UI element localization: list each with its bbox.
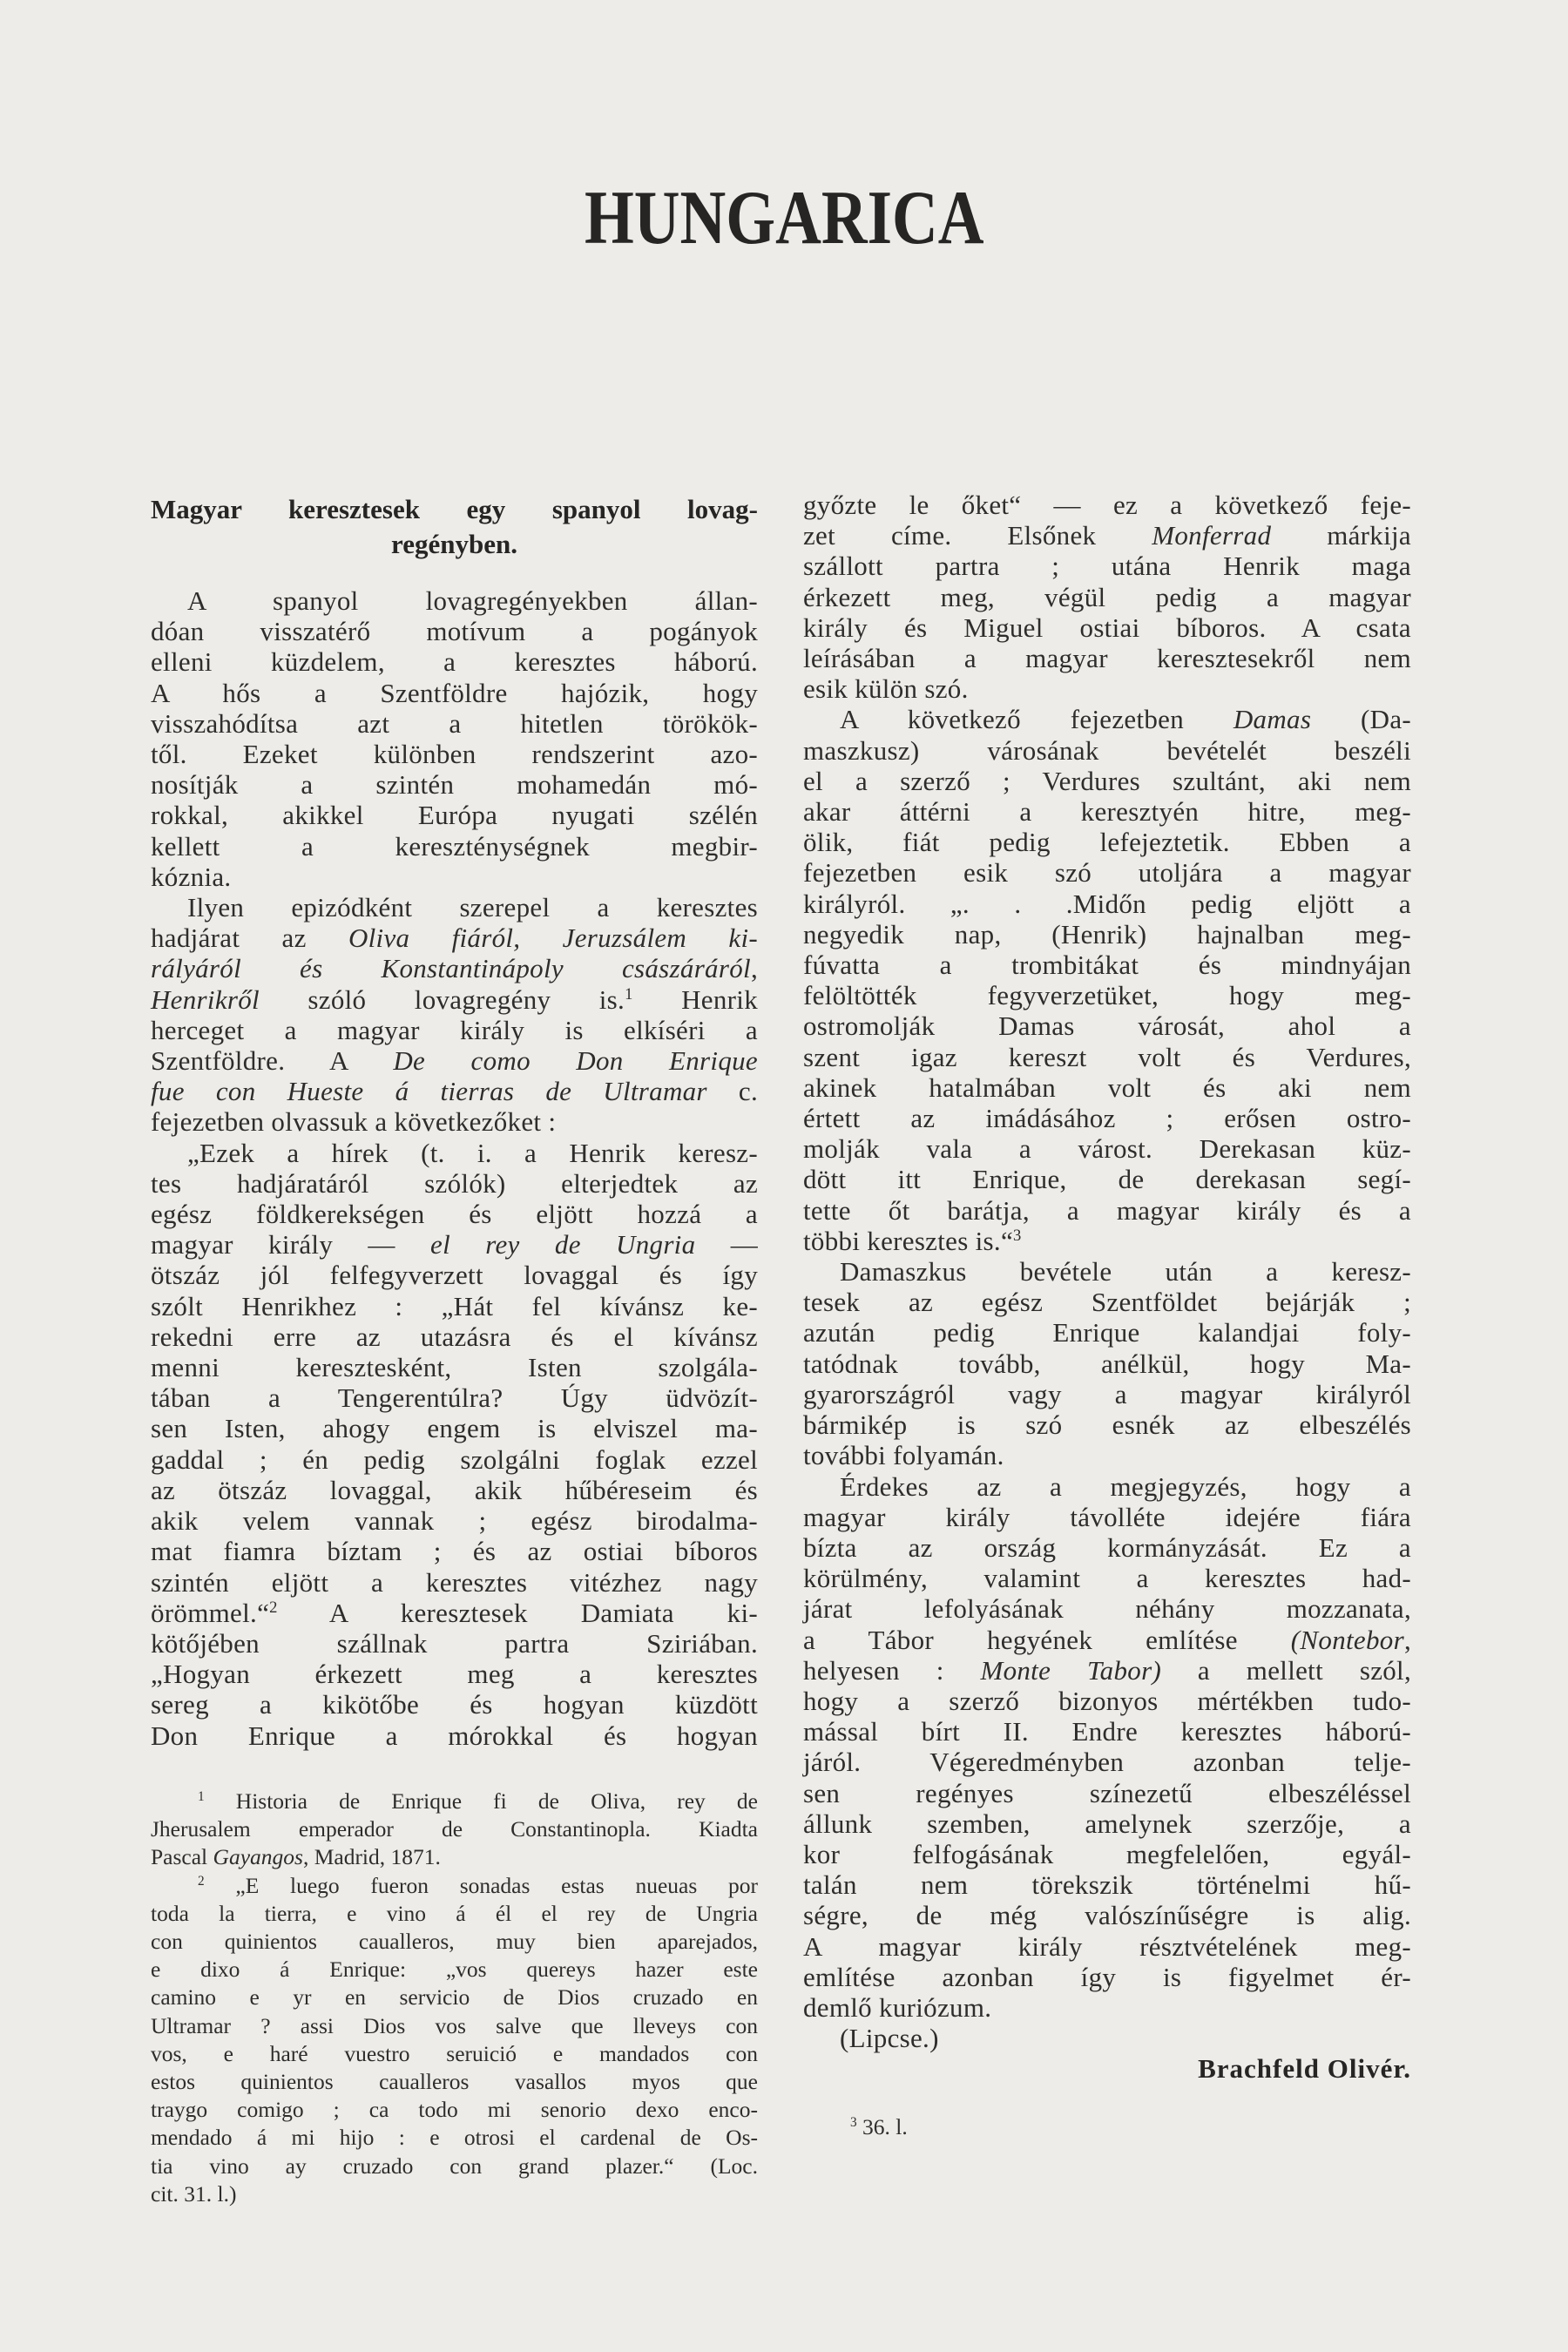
text-line	[803, 1133, 1411, 1164]
text-run: örömmel.“	[151, 1597, 270, 1628]
text-run: mendado á mi hijo : e otrosi el cardenal de Os-	[151, 2125, 758, 2151]
text-run: zet címe. Elsőnek	[803, 520, 1152, 551]
right-column-body	[803, 490, 1411, 2085]
text-run: érkezett meg, végül pedig a magyar	[803, 581, 1411, 612]
text-line	[151, 1598, 758, 1628]
text-line	[151, 616, 758, 646]
text-run: kóznia.	[151, 861, 232, 892]
text-line	[803, 1502, 1411, 1532]
text-run: ,	[1403, 1624, 1411, 1655]
text-run: sen Isten, ahogy engem is elviszel ma-	[151, 1413, 758, 1444]
text-run: „Ezek a hírek (t. i. a Henrik keresz-	[187, 1137, 758, 1168]
text-run: e dixo á Enrique: „vos quereys hazer este	[151, 1957, 758, 1983]
text-line	[803, 1747, 1411, 1777]
text-run: A spanyol lovagregényekben állan-	[187, 585, 758, 616]
text-line	[151, 2096, 758, 2124]
text-line	[151, 953, 758, 983]
text-line	[803, 704, 1411, 734]
text-line	[151, 1291, 758, 1321]
text-line	[151, 1843, 758, 1871]
text-line	[151, 800, 758, 830]
text-run: visszahódítsa azt a hitetlen törökök-	[151, 707, 758, 739]
text-run: említése azonban így is figyelmet ér-	[803, 1961, 1411, 1992]
text-line	[803, 1042, 1411, 1072]
text-line	[151, 1872, 758, 1900]
text-line	[803, 950, 1411, 980]
footnote-marker: 1	[198, 1788, 205, 1804]
text-line	[151, 2180, 758, 2208]
italic-text: Damas	[1233, 704, 1312, 735]
text-line	[151, 1382, 758, 1413]
text-line	[803, 2113, 1411, 2141]
text-run: egész földkerekségen és eljött hozzá a	[151, 1199, 758, 1230]
text-run: Don Enrique a mórokkal és hogyan	[151, 1720, 758, 1751]
text-line	[803, 1869, 1411, 1900]
text-run: A következő fejezetben	[840, 704, 1233, 735]
text-line	[803, 1072, 1411, 1103]
text-run: menni keresztesként, Isten szolgála-	[151, 1352, 758, 1383]
text-line	[803, 1625, 1411, 1655]
text-line	[151, 1689, 758, 1720]
text-line	[803, 1931, 1411, 1962]
text-run: ölik, fiát pedig lefejeztetik. Ebben a	[803, 827, 1411, 858]
text-run: A keresztesek Damiata ki-	[277, 1597, 758, 1628]
text-run: gyarországról vagy a magyar királyról	[803, 1378, 1411, 1409]
text-run: „E luego fueron sonadas estas nueuas por	[204, 1872, 758, 1898]
text-line	[803, 1839, 1411, 1869]
text-run: camino e yr en servicio de Dios cruzado en	[151, 1984, 758, 2011]
text-line	[151, 1659, 758, 1689]
text-run: ostromolják Damas városát, ahol a	[803, 1010, 1411, 1042]
text-run: traygo comigo ; ca todo mi senorio dexo enco-	[151, 2097, 758, 2123]
text-line	[151, 831, 758, 862]
text-line	[803, 673, 1411, 704]
page-title-text: HUNGARICA	[584, 176, 984, 260]
text-run: A magyar király résztvételének meg-	[803, 1930, 1411, 1962]
text-run: szintén eljött a keresztes vitézhez nagy	[151, 1566, 758, 1598]
paragraph	[803, 490, 1411, 704]
text-run: mat fiamra bíztam ; és az ostiai bíboros	[151, 1536, 758, 1567]
text-line	[151, 1015, 758, 1045]
italic-text: el rey de Ungria	[430, 1229, 696, 1260]
text-run: maszkusz) városának bevételét beszéli	[803, 734, 1411, 766]
text-line	[803, 919, 1411, 950]
text-run: kellett a kereszténységnek megbir-	[151, 830, 758, 862]
text-run: Érdekes az a megjegyzés, hogy a	[840, 1470, 1411, 1502]
text-line	[151, 1536, 758, 1566]
text-line	[803, 766, 1411, 796]
text-run: herceget a magyar király is elkíséri a	[151, 1014, 758, 1045]
text-line	[151, 1199, 758, 1229]
text-run: demlő kuriózum.	[803, 1991, 992, 2023]
text-line	[803, 980, 1411, 1010]
text-run: hadjárat az	[151, 923, 348, 954]
paragraph	[803, 2113, 1411, 2141]
footnote-marker: 3	[1013, 1226, 1022, 1245]
text-run: királyról. „. . .Midőn pedig eljött a	[803, 888, 1411, 919]
text-run: tes hadjáratáról szólók) elterjedtek az	[151, 1167, 758, 1199]
text-run: con quinientos caualleros, muy bien aparejados,	[151, 1929, 758, 1955]
text-run: kötőjében szállnak partra Sziriában.	[151, 1627, 758, 1659]
text-run: a Tábor hegyének említése	[803, 1624, 1291, 1655]
text-line	[151, 1720, 758, 1751]
text-run: vos, e haré vuestro seruició e mandados con	[151, 2040, 758, 2066]
text-line	[151, 1900, 758, 1928]
text-run: nosítják a szintén mohamedán mó-	[151, 769, 758, 801]
text-line	[803, 1532, 1411, 1563]
text-run: tában a Tengerentúlra? Úgy üdvözít-	[151, 1382, 758, 1414]
text-line	[151, 1045, 758, 1076]
left-column-footnotes	[151, 1788, 758, 2208]
text-line	[151, 1138, 758, 1168]
text-run: Szentföldre. A	[151, 1045, 394, 1077]
text-run: , Madrid, 1871.	[302, 1844, 441, 1870]
paragraph	[803, 704, 1411, 1256]
footnote-marker: 2	[269, 1598, 278, 1617]
text-line	[803, 1195, 1411, 1226]
text-line	[803, 1317, 1411, 1348]
text-run: Ilyen epizódként szerepel a keresztes	[187, 892, 758, 923]
text-line	[151, 892, 758, 923]
text-line	[151, 1956, 758, 1984]
text-run: „Hogyan érkezett meg a keresztes	[151, 1659, 758, 1690]
text-run: körülmény, valamint a keresztes had-	[803, 1563, 1411, 1594]
text-run: szóló lovagregény is.	[259, 983, 625, 1015]
text-line	[151, 1106, 758, 1137]
text-line	[151, 646, 758, 677]
text-line	[803, 1900, 1411, 1930]
italic-text: Gayangos	[213, 1844, 303, 1870]
author-signature: Brachfeld Olivér.	[1198, 2053, 1411, 2085]
text-line	[151, 1505, 758, 1536]
text-line	[151, 1567, 758, 1598]
text-line	[151, 1444, 758, 1475]
text-run: —	[695, 1229, 758, 1260]
italic-text: fue con Hueste á tierras de Ultramar	[151, 1076, 707, 1107]
text-run: (Da-	[1311, 704, 1412, 735]
text-line	[803, 1164, 1411, 1194]
text-line	[803, 1471, 1411, 1502]
text-run: Jherusalem emperador de Constantinopla. Kiadta	[151, 1816, 758, 1842]
text-run: mással bírt II. Endre keresztes háború-	[803, 1716, 1411, 1747]
text-run: fejezetben olvassuk a következőket :	[151, 1106, 557, 1138]
text-run: ötszáz jól felfegyverzett lovaggal és így	[151, 1260, 758, 1291]
text-run: márkija	[1271, 520, 1411, 551]
text-line	[803, 490, 1411, 520]
text-line	[803, 827, 1411, 857]
text-line	[151, 923, 758, 953]
text-line	[151, 1628, 758, 1659]
place-line: (Lipcse.)	[840, 2023, 939, 2054]
text-run: 36. l.	[856, 2114, 908, 2139]
text-run: tia vino ay cruzado con grand plazer.“ (Loc.	[151, 2153, 758, 2179]
left-column-body	[151, 585, 758, 1751]
footnote-marker: 1	[625, 984, 633, 1004]
text-line	[803, 1103, 1411, 1133]
text-run: sereg a kikötőbe és hogyan küzdött	[151, 1689, 758, 1720]
text-run: rekedni erre az utazásra és el kívánsz	[151, 1321, 758, 1352]
text-line	[803, 1686, 1411, 1716]
italic-text: Monferrad	[1152, 520, 1272, 551]
text-line	[803, 1409, 1411, 1440]
text-run: győzte le őket“ — ez a következő feje-	[803, 490, 1411, 520]
text-line	[803, 796, 1411, 827]
text-line	[803, 1348, 1411, 1379]
text-line	[803, 1778, 1411, 1808]
italic-text: Henrikről	[151, 983, 260, 1015]
text-run: Historia de Enrique fi de Oliva, rey de	[204, 1788, 758, 1814]
text-line	[151, 1475, 758, 1505]
heading-line: regényben.	[391, 529, 517, 559]
text-line	[803, 1226, 1411, 1256]
text-run: toda la tierra, e vino á él el rey de Ungria	[151, 1900, 758, 1926]
article-heading	[151, 492, 758, 562]
text-line	[803, 612, 1411, 643]
italic-text: Monte Tabor)	[980, 1654, 1162, 1686]
text-run: ,	[750, 953, 758, 984]
text-run: állunk szemben, amelynek szerzője, a	[803, 1808, 1411, 1839]
text-line	[803, 1563, 1411, 1593]
text-run: negyedik nap, (Henrik) hajnalban meg-	[803, 918, 1411, 950]
paragraph	[151, 1138, 758, 1751]
text-run: akik velem vannak ; egész birodalma-	[151, 1505, 758, 1537]
text-line	[151, 1076, 758, 1106]
text-line	[803, 582, 1411, 612]
paragraph	[803, 1471, 1411, 2024]
text-run: Damaszkus bevétele után a keresz-	[840, 1256, 1411, 1288]
text-line	[803, 1256, 1411, 1287]
footnote-marker: 3	[850, 2114, 857, 2130]
text-run: tesek az egész Szentföldet bejárják ;	[803, 1287, 1411, 1318]
text-run: től. Ezeket különben rendszerint azo-	[151, 739, 758, 770]
text-run: molják vala a várost. Derekasan küz-	[803, 1133, 1411, 1165]
text-line	[151, 1229, 758, 1260]
text-line	[803, 643, 1411, 673]
text-line	[151, 1984, 758, 2011]
text-line	[151, 1352, 758, 1382]
text-line	[151, 2040, 758, 2068]
text-run: A hős a Szentföldre hajózik, hogy	[151, 677, 758, 708]
text-line	[151, 678, 758, 708]
text-line	[803, 1287, 1411, 1317]
footnote-marker: 2	[198, 1873, 205, 1889]
text-line	[151, 984, 758, 1015]
text-line	[803, 1962, 1411, 1992]
text-line	[803, 551, 1411, 581]
text-run: Ultramar ? assi Dios vos salve que lleveys con	[151, 2012, 758, 2038]
right-column-footnotes	[803, 2113, 1411, 2141]
text-line	[151, 1413, 758, 1443]
text-run: fúvatta a trombitákat és mindnyájan	[803, 950, 1411, 981]
text-line	[151, 708, 758, 739]
text-line	[151, 585, 758, 616]
text-run: leírásában a magyar keresztesekről nem	[803, 643, 1411, 674]
text-line	[151, 739, 758, 769]
text-line	[803, 889, 1411, 919]
paragraph	[151, 892, 758, 1138]
text-run: járól. Végeredményben azonban telje-	[803, 1747, 1411, 1778]
text-run: talán nem törekszik történelmi hű-	[803, 1869, 1411, 1901]
text-line	[803, 1808, 1411, 1839]
text-line	[803, 1440, 1411, 1470]
text-line	[803, 1716, 1411, 1747]
text-run: akinek hatalmában volt és aki nem	[803, 1071, 1411, 1103]
text-run: c.	[706, 1076, 758, 1107]
text-line	[151, 1260, 758, 1290]
text-run: további folyamán.	[803, 1440, 1004, 1471]
text-run: tette őt barátja, a magyar király és a	[803, 1194, 1411, 1226]
text-run: a mellett szól,	[1161, 1654, 1412, 1686]
text-line	[803, 1379, 1411, 1409]
text-line	[151, 1788, 758, 1815]
text-run: esik külön szó.	[803, 673, 969, 705]
text-line	[151, 2068, 758, 2096]
text-run: rokkal, akikkel Európa nyugati szélén	[151, 800, 758, 831]
text-line	[151, 1168, 758, 1199]
text-line	[803, 1010, 1411, 1041]
text-run: dóan visszatérő motívum a pogányok	[151, 616, 758, 647]
text-line	[803, 1655, 1411, 1686]
text-run: szólt Henrikhez : „Hát fel kívánsz ke-	[151, 1290, 758, 1321]
text-line	[151, 1321, 758, 1352]
text-run: kor felfogásának megfelelően, egyál-	[803, 1838, 1411, 1869]
text-run: estos quinientos caualleros vasallos myos que	[151, 2069, 758, 2095]
text-line	[803, 1593, 1411, 1624]
text-run: bízta az ország kormányzását. Ez a	[803, 1531, 1411, 1563]
text-run: Henrik	[632, 983, 758, 1015]
text-run: járat lefolyásának néhány mozzanata,	[803, 1593, 1411, 1625]
text-line	[151, 2012, 758, 2040]
text-run: felöltötték fegyverzetüket, hogy meg-	[803, 980, 1411, 1011]
paragraph	[151, 585, 758, 892]
text-run: Pascal	[151, 1844, 213, 1870]
text-run: ségre, de még valószínűségre is alig.	[803, 1900, 1411, 1931]
italic-text: De como Don Enrique	[393, 1045, 758, 1077]
text-run: magyar király —	[151, 1229, 431, 1260]
text-run: az ötszáz lovaggal, akik hűbéreseim és	[151, 1474, 758, 1505]
text-run: hogy a szerző bizonyos mértékben tudo-	[803, 1685, 1411, 1716]
text-line	[151, 2124, 758, 2152]
text-run: király és Miguel ostiai bíboros. A csata	[803, 612, 1411, 643]
italic-text: Oliva fiáról, Jeruzsálem ki-	[348, 923, 758, 954]
italic-text: rályáról és Konstantinápoly császáráról	[151, 953, 751, 984]
italic-text: (Nontebor	[1290, 1624, 1404, 1655]
text-run: cit. 31. l.)	[151, 2180, 237, 2207]
text-line	[803, 735, 1411, 766]
text-run: többi keresztes is.“	[803, 1225, 1014, 1256]
text-line	[151, 2153, 758, 2180]
text-run: gaddal ; én pedig szolgálni foglak ezzel	[151, 1443, 758, 1475]
text-run: szent igaz kereszt volt és Verdures,	[803, 1041, 1411, 1072]
text-run: dött itt Enrique, de derekasan segí-	[803, 1164, 1411, 1195]
text-run: azután pedig Enrique kalandjai foly-	[803, 1317, 1411, 1348]
text-line	[803, 857, 1411, 888]
text-line	[151, 1928, 758, 1956]
paragraph	[151, 1872, 758, 2208]
page-title	[0, 171, 1568, 267]
text-run: sen regényes színezetű elbeszéléssel	[803, 1777, 1411, 1808]
text-run: akar áttérni a keresztyén hitre, meg-	[803, 796, 1411, 828]
text-line	[151, 1815, 758, 1843]
text-line	[151, 862, 758, 892]
text-run: helyesen :	[803, 1654, 981, 1686]
text-run: értett az imádásához ; erősen ostro-	[803, 1103, 1411, 1134]
text-run: elleni küzdelem, a keresztes háború.	[151, 646, 758, 678]
text-line	[803, 1992, 1411, 2023]
paragraph	[151, 1788, 758, 1872]
text-run: fejezetben esik szó utoljára a magyar	[803, 857, 1411, 889]
text-run: bármikép is szó esnék az elbeszélés	[803, 1409, 1411, 1441]
text-run: tatódnak tovább, anélkül, hogy Ma-	[803, 1348, 1411, 1379]
text-line	[151, 769, 758, 800]
text-line	[803, 520, 1411, 551]
text-run: szállott partra ; utána Henrik maga	[803, 551, 1411, 582]
heading-line: Magyar keresztesek egy spanyol lovag-	[151, 494, 758, 524]
paragraph	[803, 1256, 1411, 1470]
text-run: el a szerző ; Verdures szultánt, aki nem	[803, 765, 1411, 796]
text-run: magyar király távolléte idejére fiára	[803, 1501, 1411, 1532]
